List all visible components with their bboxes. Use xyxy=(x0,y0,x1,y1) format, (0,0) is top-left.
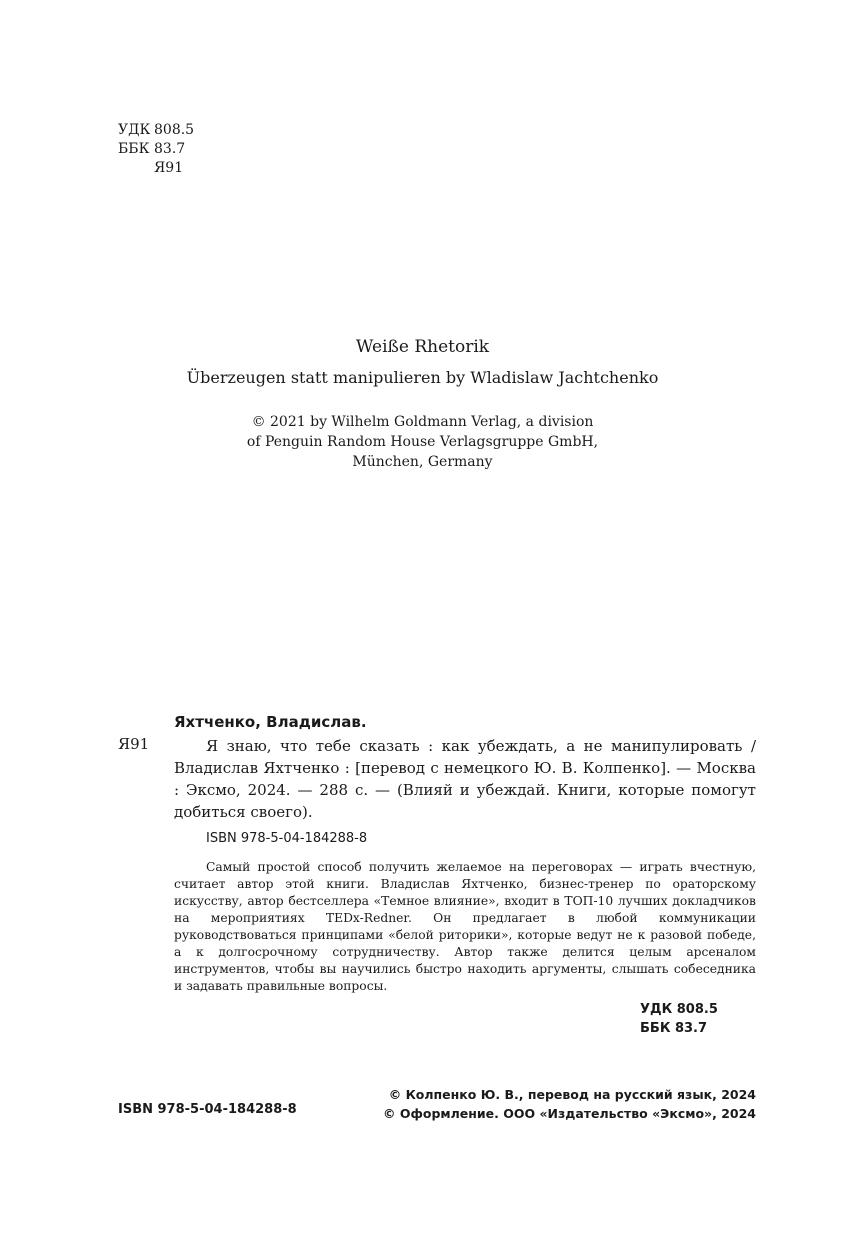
footer-copyright-translation: © Колпенко Ю. В., перевод на русский язык, 2024 xyxy=(388,1087,756,1102)
copyright-line: of Penguin Random House Verlagsgruppe GmbH, xyxy=(246,434,599,450)
author-mark: Я91 xyxy=(154,160,184,176)
bbk-row xyxy=(118,140,194,159)
catalog-author-heading: Яхтченко, Владислав. xyxy=(174,713,367,731)
udk-row xyxy=(118,121,194,140)
catalog-author-mark: Я91 xyxy=(118,735,150,753)
footer-isbn: ISBN 978-5-04-184288-8 xyxy=(118,1102,297,1117)
udk-label: УДК xyxy=(118,122,151,138)
catalog-codes xyxy=(640,1000,755,1038)
bbk-label: ББК xyxy=(118,141,150,157)
catalog-annotation: Самый простой способ получить желаемое на переговорах — играть вчестную, считает автор этой книги. Владислав Яхтченко, бизнес-тренер по ораторскому искусству, автор бестселлера «Темное влияние», входит в ТОП-10 лучших докладчиков на мероприятиях TEDx-Redner. Он предлагает в любой коммуникации руководствоваться принципами «белой риторики», которые ведут не к разовой победе, а к долгосрочному сотрудничеству. Автор также делится целым арсеналом инструментов, чтобы вы научились быстро находить аргументы, слышать собеседника и задавать правильные вопросы. xyxy=(174,860,756,993)
catalog-isbn: ISBN 978-5-04-184288-8 xyxy=(206,831,368,846)
catalog-description: Я знаю, что тебе сказать : как убеждать, а не манипулировать / Владислав Яхтченко : [перевод с немецкого Ю. В. Колпенко]. — Москва : Эксмо, 2024. — 288 с. — (Влияй и убеждай. Книги, которые помогут добиться своего). xyxy=(174,737,756,821)
footer-copyright-design: © Оформление. ООО «Издательство «Эксмо», 2024 xyxy=(383,1106,756,1121)
udk-value: 808.5 xyxy=(154,122,195,138)
copyright-line: München, Germany xyxy=(352,454,493,470)
footer-copyrights xyxy=(300,1085,756,1123)
catalog-bbk: ББК 83.7 xyxy=(640,1021,708,1036)
catalog-udk: УДК 808.5 xyxy=(640,1002,718,1017)
top-classification-codes xyxy=(118,121,194,178)
original-subtitle: Überzeugen statt manipulieren by Wladislaw Jachtchenko xyxy=(186,368,659,387)
original-title: Weiße Rhetorik xyxy=(355,337,490,357)
bbk-value: 83.7 xyxy=(154,141,186,157)
copyright-line: © 2021 by Wilhelm Goldmann Verlag, a division xyxy=(251,414,594,430)
original-copyright xyxy=(0,412,845,472)
